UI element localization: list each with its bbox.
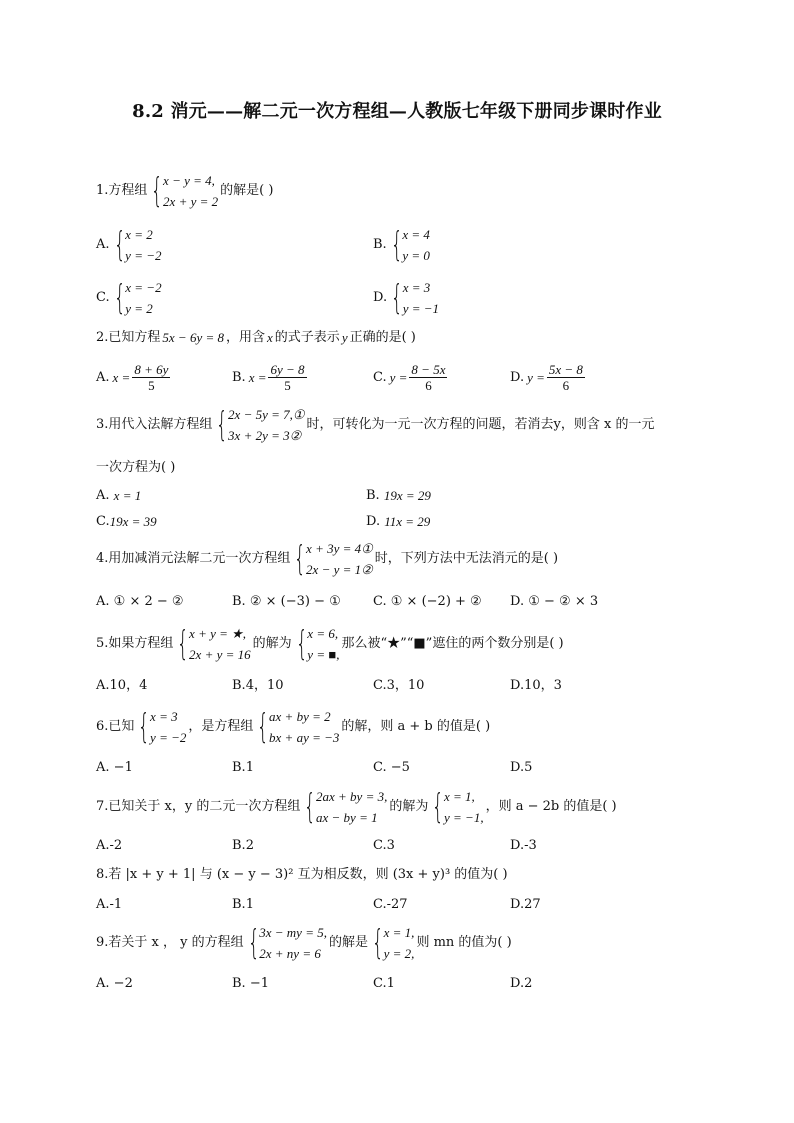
option-line: x = 4 (402, 227, 430, 242)
brace-icon: { (138, 707, 151, 747)
q3-option-a (96, 488, 141, 504)
q2-option-d (510, 362, 587, 393)
option-label: B. (232, 976, 246, 991)
q1-option-d (373, 277, 441, 319)
q9-option-b (232, 976, 269, 992)
option-text: 1 (386, 976, 395, 991)
option-label: B. (232, 594, 246, 609)
q3-line2: 一次方程为( ) (96, 460, 176, 475)
q4-suffix: 时，下列方法中无法消元的是( ) (374, 551, 559, 566)
q5-mid: 的解为 (252, 636, 292, 651)
q5-eq2: 2x + y = 16 (189, 647, 251, 662)
option-lhs: y = (389, 369, 408, 385)
fraction-denominator: 5 (284, 378, 291, 393)
q5-solution-2: y = ■, (307, 647, 340, 662)
option-label: D. (510, 760, 525, 775)
q2-option-c (373, 362, 449, 393)
brace-icon: { (432, 787, 445, 827)
option-text: 3，10 (386, 678, 425, 693)
brace-icon: { (113, 225, 126, 265)
q2-mid2: 的式子表示 (274, 330, 340, 345)
brace-icon: { (390, 225, 403, 265)
q1-eq2: 2x + y = 2 (163, 194, 219, 209)
q5-option-b (232, 678, 284, 694)
option-lhs: x = (248, 369, 267, 385)
q3-prefix: 3.用代入法解方程组 (96, 417, 213, 432)
brace-icon: { (390, 278, 403, 318)
q4-option-a (96, 594, 184, 610)
q1-option-c (96, 277, 164, 319)
option-label: C. (373, 897, 387, 912)
q9-suffix: 则 mn 的值为( ) (416, 935, 512, 950)
option-text: 19x = 29 (383, 488, 431, 503)
option-label: A. (96, 488, 110, 503)
q7-suffix: ，则 a − 2b 的值是( ) (485, 799, 617, 814)
option-line: y = −1 (402, 301, 440, 316)
q2-prefix: 2.已知方程 (96, 330, 161, 345)
question-7 (96, 786, 617, 828)
brace-icon: { (247, 923, 260, 963)
option-label: A. (96, 678, 110, 693)
q7-eq1: 2ax + by = 3, (316, 789, 388, 804)
q8-option-a (96, 897, 122, 913)
q1-suffix: 的解是( ) (220, 183, 274, 198)
brace-icon: { (151, 171, 164, 211)
q6-solution-2: y = −2 (150, 730, 187, 745)
question-9 (96, 922, 512, 964)
option-label: C. (373, 760, 387, 775)
q3-eq1: 2x − 5y = 7,① (228, 407, 305, 422)
option-text: -3 (524, 838, 537, 853)
option-label: B. (366, 488, 380, 503)
q5-solution-1: x = 6, (307, 626, 339, 641)
option-label: C. (373, 594, 387, 609)
page-title: 8.2 消元——解二元一次方程组—人教版七年级下册同步课时作业 (132, 101, 662, 122)
q1-system (149, 170, 218, 212)
fraction-numerator: 8 + 6y (134, 362, 169, 377)
brace-icon: { (371, 923, 384, 963)
option-text: x = 1 (113, 488, 142, 503)
q4-prefix: 4.用加减消元法解二元一次方程组 (96, 551, 291, 566)
question-8: 8.若 |x + y + 1| 与 (x − y − 3)² 互为相反数，则 (3x + y)³ 的值为( ) (96, 867, 508, 882)
option-line: y = −2 (125, 248, 162, 263)
option-label: B. (232, 678, 246, 693)
option-label: C. (373, 976, 387, 991)
q6-option-a (96, 760, 133, 776)
q1-eq1: x − y = 4, (163, 173, 215, 188)
brace-icon: { (304, 787, 317, 827)
brace-icon: { (294, 539, 307, 579)
q7-option-a (96, 838, 122, 854)
q9-option-d (510, 976, 532, 992)
q6-eq1: ax + by = 2 (269, 709, 331, 724)
q6-solution-1: x = 3 (150, 709, 178, 724)
brace-icon: { (177, 624, 190, 664)
q9-mid: 的解是 (328, 935, 368, 950)
option-label: D. (510, 594, 525, 609)
option-label: B. (232, 760, 246, 775)
q6-option-b (232, 760, 254, 776)
option-text: −1 (113, 760, 133, 775)
q2-suffix: 正确的是( ) (349, 330, 416, 345)
option-text: ① − ② × 3 (528, 594, 599, 609)
q7-mid: 的解为 (389, 799, 429, 814)
option-label: C. (373, 838, 387, 853)
q7-prefix: 7.已知关于 x，y 的二元一次方程组 (96, 799, 301, 814)
option-label: D. (510, 369, 525, 385)
q8-option-c (373, 897, 408, 913)
option-label: A. (96, 976, 110, 991)
q3-option-d (366, 514, 430, 530)
brace-icon: { (216, 405, 229, 445)
q2-option-b (232, 362, 309, 393)
q3-eq2: 3x + 2y = 3② (228, 428, 302, 443)
fraction-numerator: 8 − 5x (411, 362, 446, 377)
option-text: 27 (524, 897, 541, 912)
q9-eq2: 2x + ny = 6 (259, 946, 321, 961)
q4-option-c (373, 594, 482, 610)
option-label: D. (510, 976, 525, 991)
option-lhs: x = (112, 369, 131, 385)
q6-eq2: bx + ay = −3 (269, 730, 340, 745)
q3-suffix: 时，可转化为一元一次方程的问题，若消去y，则含 x 的一元 (306, 417, 655, 432)
fraction-denominator: 6 (425, 378, 432, 393)
option-text: −2 (113, 976, 133, 991)
fraction-denominator: 6 (562, 378, 570, 393)
q7-option-d (510, 838, 537, 854)
q1-option-a (96, 224, 164, 266)
fraction-denominator: 5 (148, 378, 155, 393)
option-label: C. (373, 678, 387, 693)
q5-option-d (510, 678, 562, 694)
q6-mid: ，是方程组 (188, 719, 254, 734)
q9-option-c (373, 976, 395, 992)
option-line: x = −2 (125, 280, 162, 295)
q7-eq2: ax − by = 1 (316, 810, 378, 825)
option-text: 2 (245, 838, 254, 853)
q1-prefix: 1.方程组 (96, 183, 148, 198)
q6-option-c (373, 760, 410, 776)
q2-option-a (96, 362, 172, 393)
q2-equation: 5x − 6y = 8 (162, 330, 224, 345)
q7-option-b (232, 838, 254, 854)
q9-option-a (96, 976, 133, 992)
option-text: 1 (245, 897, 254, 912)
q7-option-c (373, 838, 395, 854)
option-text: ② × (−3) − ① (249, 594, 341, 609)
option-label: A. (96, 897, 110, 912)
option-text: 11x = 29 (384, 514, 431, 529)
option-label: C. (96, 290, 110, 305)
q2-mid: ，用含 (226, 330, 266, 345)
option-text: 3 (386, 838, 395, 853)
q5-suffix: 那么被“★”“■”遮住的两个数分别是( ) (341, 636, 564, 651)
q9-prefix: 9.若关于 x ， y 的方程组 (96, 935, 244, 950)
q2-var-y: y (341, 330, 348, 345)
option-text: -1 (109, 897, 123, 912)
question-3 (96, 404, 655, 446)
option-text: 1 (245, 760, 254, 775)
question-6 (96, 706, 490, 748)
option-label: C. (373, 369, 387, 385)
option-text: 4，10 (245, 678, 284, 693)
option-text: 19x = 39 (109, 514, 157, 529)
q5-option-a (96, 678, 147, 694)
option-label: B. (232, 897, 246, 912)
option-text: 10，4 (109, 678, 148, 693)
q7-solution-2: y = −1, (444, 810, 484, 825)
option-line: y = 0 (402, 248, 430, 263)
brace-icon: { (113, 278, 126, 318)
q5-eq1: x + y = ★, (189, 626, 247, 641)
option-text: 2 (524, 976, 533, 991)
q6-prefix: 6.已知 (96, 719, 135, 734)
option-text: -27 (386, 897, 408, 912)
option-text: -2 (109, 838, 123, 853)
question-2 (96, 330, 416, 346)
brace-icon: { (295, 624, 308, 664)
q9-solution-1: x = 1, (383, 925, 415, 940)
q5-option-c (373, 678, 424, 694)
option-line: x = 2 (125, 227, 153, 242)
question-4 (96, 538, 558, 580)
option-label: D. (510, 678, 525, 693)
option-label: B. (232, 838, 246, 853)
q6-suffix: 的解，则 a + b 的值是( ) (341, 719, 491, 734)
option-lhs: y = (527, 369, 545, 385)
question-1 (96, 170, 273, 212)
q6-option-d (510, 760, 532, 776)
option-label: B. (373, 237, 387, 252)
option-label: A. (96, 760, 110, 775)
q7-solution-1: x = 1, (444, 789, 475, 804)
q8-option-b (232, 897, 254, 913)
option-label: C. (96, 514, 110, 529)
option-line: y = 2 (125, 301, 153, 316)
q9-solution-2: y = 2, (383, 946, 415, 961)
brace-icon: { (257, 707, 270, 747)
option-label: D. (366, 514, 381, 529)
q4-eq2: 2x − y = 1② (306, 562, 373, 577)
option-text: −1 (249, 976, 269, 991)
fraction-numerator: 5x − 8 (548, 362, 583, 377)
q3-option-c (96, 514, 157, 530)
option-line: x = 3 (402, 280, 431, 295)
q2-var-x: x (267, 330, 273, 345)
option-text: −5 (390, 760, 410, 775)
option-text: 5 (524, 760, 533, 775)
q5-prefix: 5.如果方程组 (96, 636, 174, 651)
option-text: ① × (−2) + ② (390, 594, 482, 609)
q8-option-d (510, 897, 541, 913)
option-text: 10，3 (524, 678, 562, 693)
q3-option-b (366, 488, 431, 504)
q4-option-b (232, 594, 341, 610)
q1-option-b (373, 224, 432, 266)
option-label: B. (232, 369, 246, 385)
q4-eq1: x + 3y = 4① (306, 541, 373, 556)
fraction-numerator: 6y − 8 (270, 362, 305, 377)
q9-eq1: 3x − my = 5, (259, 925, 327, 940)
option-label: A. (96, 369, 110, 385)
q4-option-d (510, 594, 598, 610)
option-label: A. (96, 594, 110, 609)
option-text: ① × 2 − ② (113, 594, 184, 609)
option-label: A. (96, 237, 110, 252)
question-5 (96, 623, 564, 665)
option-label: D. (373, 290, 388, 305)
option-label: D. (510, 838, 525, 853)
option-label: D. (510, 897, 525, 912)
option-label: A. (96, 838, 110, 853)
